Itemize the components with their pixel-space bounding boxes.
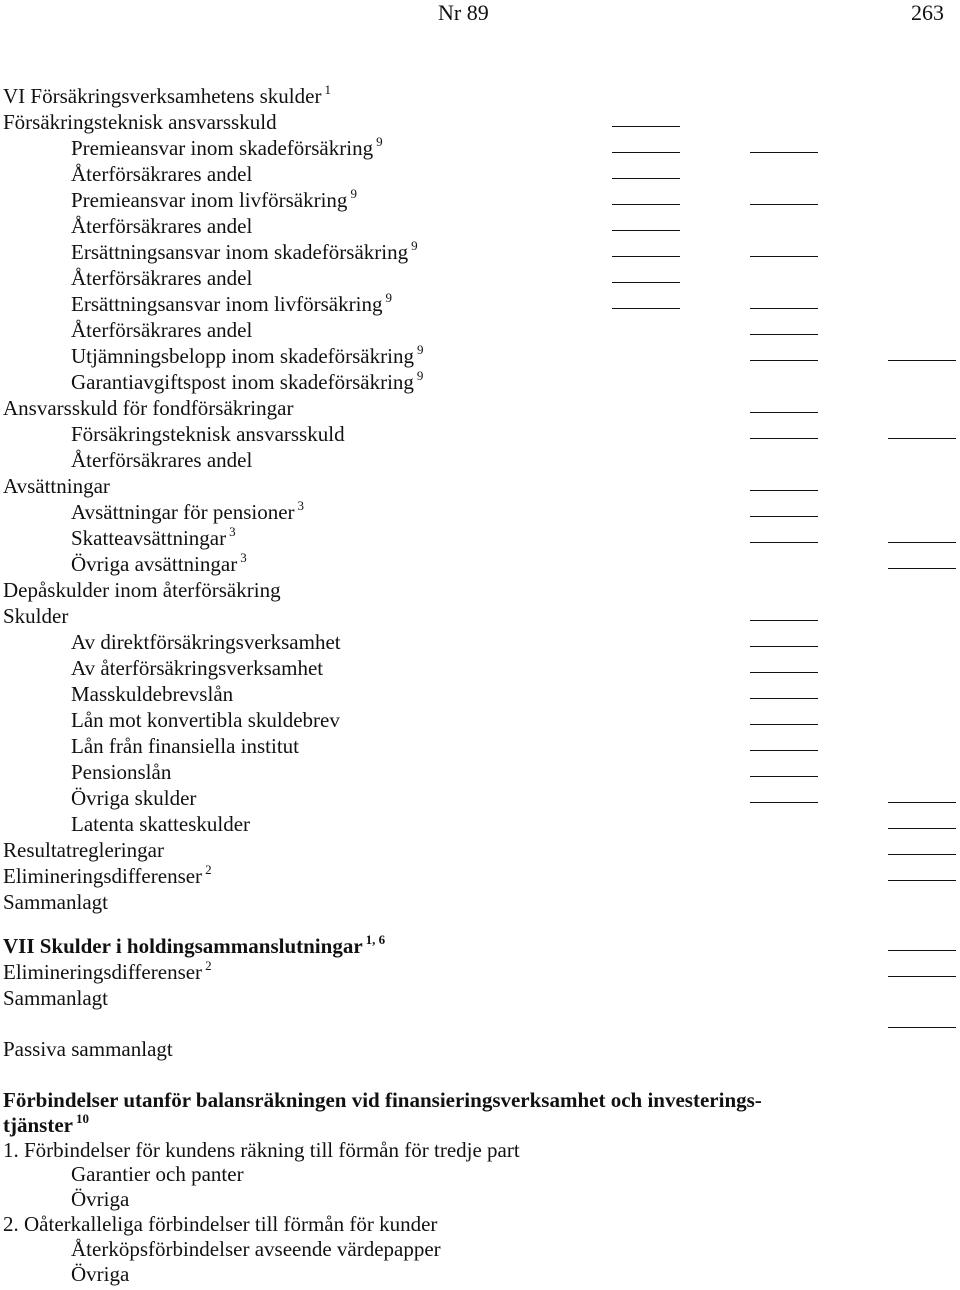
line-item (0, 604, 68, 628)
amount-blank-col-2 (750, 542, 818, 543)
amount-blank-col-3 (888, 802, 956, 803)
line-item (0, 1162, 244, 1186)
amount-blank-col-1 (612, 256, 680, 257)
line-item (0, 1110, 89, 1137)
amount-blank-col-2 (750, 152, 818, 153)
line-item (0, 188, 357, 212)
amount-blank-col-2 (750, 308, 818, 309)
amount-blank-col-3 (888, 542, 956, 543)
line-item (0, 1212, 437, 1236)
amount-blank-col-2 (750, 802, 818, 803)
line-item-label: Masskuldebrevslån (71, 682, 234, 706)
amount-blank-col-3 (888, 880, 956, 881)
amount-blank-col-1 (612, 126, 680, 127)
line-item-label: Ersättningsansvar inom livförsäkring (71, 292, 383, 316)
line-item (0, 760, 171, 784)
line-item-label: Övriga skulder (71, 786, 197, 810)
line-item (0, 214, 252, 238)
line-item-label: Skulder (3, 604, 69, 628)
footnote-ref: 3 (229, 524, 236, 539)
line-item (0, 1187, 129, 1211)
line-item-label: Ersättningsansvar inom skadeförsäkring (71, 240, 409, 264)
amount-blank-col-3 (888, 1027, 956, 1028)
line-item-label: VI Försäkringsverksamhetens skulder (3, 84, 322, 108)
amount-blank-col-3 (888, 438, 956, 439)
line-item (0, 1237, 441, 1261)
line-item (0, 266, 252, 290)
amount-blank-col-1 (612, 204, 680, 205)
amount-blank-col-1 (612, 282, 680, 283)
line-item (0, 552, 247, 576)
amount-blank-col-2 (750, 750, 818, 751)
amount-blank-col-2 (750, 438, 818, 439)
line-item (0, 292, 392, 316)
line-item-label: Garantier och panter (71, 1162, 244, 1187)
line-item (0, 934, 385, 958)
line-item-label: 2. Oåterkalleliga förbindelser till förmån för kunder (3, 1212, 438, 1236)
line-item (0, 110, 277, 134)
line-item-label: Resultatregleringar (3, 838, 164, 862)
line-item (0, 240, 418, 264)
line-item (0, 344, 423, 368)
line-item-label: Skatteavsättningar (71, 526, 227, 550)
line-item-label: Premieansvar inom skadeförsäkring (71, 136, 374, 160)
line-item (0, 136, 383, 160)
line-item-label: Utjämningsbelopp inom skadeförsäkring (71, 344, 414, 368)
line-item (0, 448, 252, 472)
amount-blank-col-2 (750, 516, 818, 517)
line-item-label: Elimineringsdifferenser (3, 864, 203, 888)
footnote-ref: 2 (205, 958, 212, 973)
line-item-label: Lån från finansiella institut (71, 734, 300, 758)
line-item (0, 396, 293, 420)
footnote-ref: 1, 6 (365, 932, 386, 947)
line-item-label: VII Skulder i holdingsammanslutningar (3, 934, 363, 958)
footnote-ref: 9 (416, 368, 424, 383)
line-item (0, 812, 250, 836)
line-item (0, 370, 423, 394)
line-item (0, 500, 304, 524)
line-item-label: Elimineringsdifferenser (3, 960, 203, 984)
amount-blank-col-3 (888, 854, 956, 855)
footnote-ref: 3 (240, 550, 247, 565)
line-item-label: Övriga avsättningar (71, 552, 238, 576)
line-item-label: Återförsäkrares andel (71, 266, 253, 290)
footnote-ref: 3 (297, 498, 305, 513)
line-item-label: Övriga (71, 1261, 130, 1286)
line-item (0, 1138, 520, 1162)
line-item-label: Återköpsförbindelser avseende värdepapper (71, 1236, 441, 1261)
amount-blank-col-1 (612, 230, 680, 231)
amount-blank-col-2 (750, 334, 818, 335)
line-item-label: Ansvarsskuld för fondförsäkringar (3, 396, 294, 420)
line-item (0, 630, 341, 654)
amount-blank-col-2 (750, 646, 818, 647)
page-number-label: Nr 89 (438, 0, 489, 25)
line-item (0, 84, 331, 108)
line-item-label: Försäkringsteknisk ansvarsskuld (3, 110, 277, 134)
footnote-ref: 9 (385, 290, 392, 305)
line-item-label: Av återförsäkringsverksamhet (71, 656, 324, 680)
line-item (0, 890, 108, 914)
line-item (0, 838, 164, 862)
line-item (0, 960, 212, 984)
footnote-ref: 9 (411, 238, 418, 253)
amount-blank-col-2 (750, 256, 818, 257)
line-item (0, 318, 252, 342)
line-item (0, 526, 236, 550)
amount-blank-col-3 (888, 950, 956, 951)
line-item-label: tjänster (3, 1112, 73, 1137)
line-item-label: Av direktförsäkringsverksamhet (71, 630, 341, 654)
line-item (0, 1262, 129, 1286)
amount-blank-col-2 (750, 776, 818, 777)
line-item (0, 578, 281, 602)
line-item (0, 864, 212, 888)
line-item-label: Förbindelser utanför balansräkningen vid finansieringsverksamhet och investerings- (3, 1088, 762, 1112)
line-item (0, 734, 299, 758)
line-item (0, 986, 108, 1010)
amount-blank-col-2 (750, 672, 818, 673)
amount-blank-col-3 (888, 828, 956, 829)
amount-blank-col-2 (750, 698, 818, 699)
line-item-label: Pensionslån (71, 760, 172, 784)
footnote-ref: 2 (205, 862, 212, 877)
line-item-label: Avsättningar för pensioner (71, 500, 295, 524)
amount-blank-col-2 (750, 360, 818, 361)
line-item (0, 422, 345, 446)
amount-blank-col-3 (888, 360, 956, 361)
amount-blank-col-1 (612, 152, 680, 153)
line-item (0, 162, 252, 186)
amount-blank-col-3 (888, 976, 956, 977)
line-item-label: Avsättningar (3, 474, 110, 498)
line-item-label: Premieansvar inom livförsäkring (71, 188, 348, 212)
line-item-label: Övriga (71, 1187, 130, 1212)
line-item-label: Försäkringsteknisk ansvarsskuld (71, 422, 345, 446)
line-item (0, 786, 196, 810)
line-item (0, 1088, 762, 1112)
page-number: 263 (911, 0, 944, 25)
amount-blank-col-2 (750, 490, 818, 491)
line-item-label: Passiva sammanlagt (3, 1037, 173, 1061)
line-item-label: 1. Förbindelser för kundens räkning till förmån för tredje part (3, 1137, 520, 1162)
line-item-label: Sammanlagt (3, 986, 108, 1010)
amount-blank-col-1 (612, 178, 680, 179)
line-item-label: Återförsäkrares andel (71, 214, 253, 238)
line-item-label: Depåskulder inom återförsäkring (3, 578, 281, 602)
line-item-label: Återförsäkrares andel (71, 448, 253, 472)
amount-blank-col-2 (750, 204, 818, 205)
footnote-ref: 9 (376, 134, 383, 149)
footnote-ref: 10 (75, 1110, 89, 1126)
amount-blank-col-2 (750, 412, 818, 413)
amount-blank-col-2 (750, 724, 818, 725)
footnote-ref: 9 (416, 342, 424, 357)
line-item-label: Sammanlagt (3, 890, 108, 914)
line-item-label: Latenta skatteskulder (71, 812, 251, 836)
line-item (0, 682, 233, 706)
line-item (0, 708, 340, 732)
line-item (0, 474, 110, 498)
amount-blank-col-2 (750, 620, 818, 621)
line-item-label: Återförsäkrares andel (71, 318, 253, 342)
footnote-ref: 1 (324, 82, 331, 97)
line-item (0, 656, 323, 680)
amount-blank-col-3 (888, 568, 956, 569)
line-item-label: Garantiavgiftspost inom skadeförsäkring (71, 370, 414, 394)
amount-blank-col-1 (612, 308, 680, 309)
line-item (0, 1037, 173, 1061)
line-item-label: Återförsäkrares andel (71, 162, 253, 186)
line-item-label: Lån mot konvertibla skuldebrev (71, 708, 340, 732)
footnote-ref: 9 (350, 186, 357, 201)
